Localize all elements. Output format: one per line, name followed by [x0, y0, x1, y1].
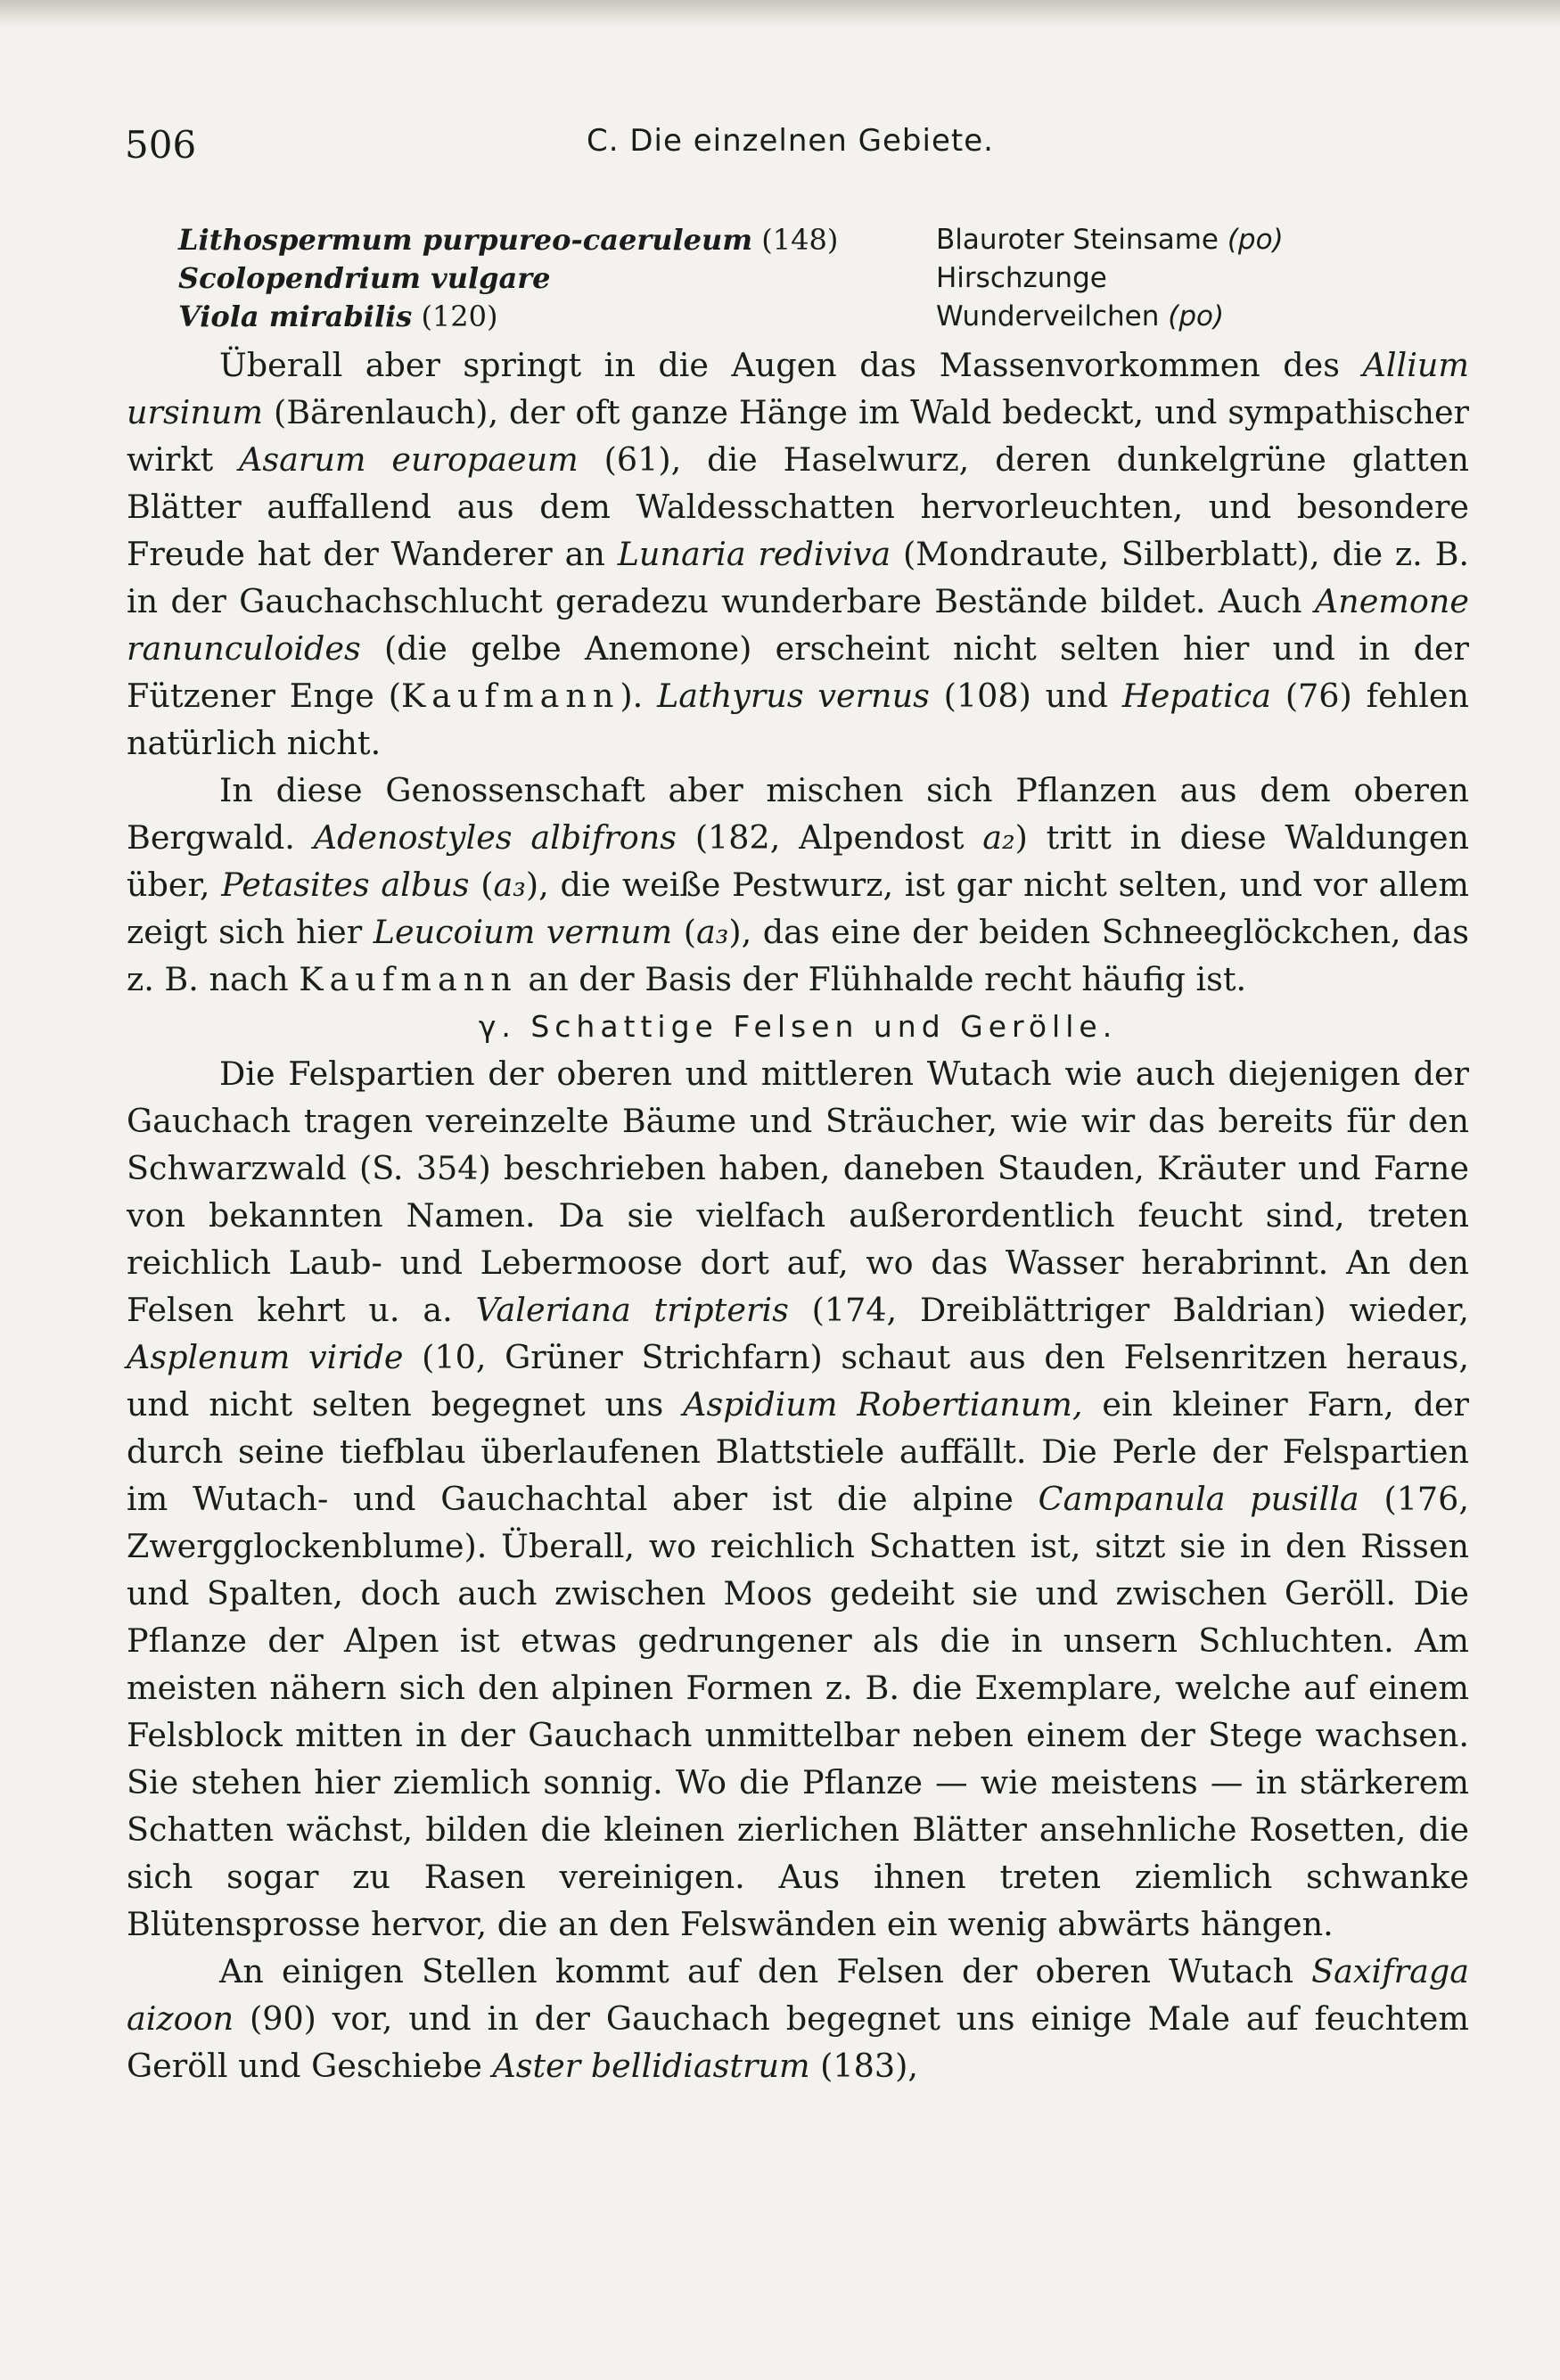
species-row [178, 259, 1453, 298]
species-german: Wunderveilchen (po) [936, 300, 1225, 332]
paragraph-felspartien: Die Felspartien der oberen und mittleren Wutach wie auch diejenigen der Gauchach tragen vereinzelte Bäume und Sträucher, wie wir das bereits für den Schwarzwald (S. 354) beschrieben haben, daneben Stauden, Kräuter und Farne von bekannten Namen. Da sie vielfach außerordentlich feucht sind, treten reichlich Laub- und Lebermoose dort auf, wo das Wasser herabrinnt. An den Felsen kehrt u. a. Valeriana tripteris (174, Dreiblättriger Baldrian) wieder, Asplenum viride (10, Grüner Strichfarn) schaut aus den Felsenritzen heraus, und nicht selten begegnet uns Aspidium Robertianum, ein kleiner Farn, der durch seine tiefblau überlaufenen Blattstiele auffällt. Die Perle der Felspartien im Wutach- und Gauchachtal aber ist die alpine Campanula pusilla (176, Zwergglockenblume). Überall, wo reichlich Schatten ist, sitzt sie in den Rissen und Spalten, doch auch zwischen Moos gedeiht sie und zwischen Geröll. Die Pflanze der Alpen ist etwas gedrungener als die in unsern Schluchten. Am meisten nähern sich den alpinen Formen z. B. die Exemplare, welche auf einem Felsblock mitten in der Gauchach unmittelbar neben einem der Stege wachsen. Sie stehen hier ziemlich sonnig. Wo die Pflanze — wie meistens — in stärkerem Schatten wächst, bilden die kleinen zierlichen Blätter ansehnliche Rosetten, die sich sogar zu Rasen vereinigen. Aus ihnen treten ziemlich schwanke Blütensprosse hervor, die an den Felswänden ein wenig abwärts hängen. [127, 1055, 1470, 1943]
paragraph-allium: Überall aber springt in die Augen das Massenvorkommen des Allium ursinum (Bärenlauch), der oft ganze Hänge im Wald bedeckt, und sympathischer wirkt Asarum europaeum (61), die Haselwurz, deren dunkelgrüne glatten Blätter auffallend aus dem Waldesschatten hervorleuchten, und besondere Freude hat der Wanderer an Lunaria rediviva (Mondraute, Silberblatt), die z. B. in der Gauchachschlucht geradezu wunderbare Bestände bildet. Auch Anemone ranunculoides (die gelbe Anemone) erscheint nicht selten hier und in der Fützener Enge (Kaufmann). Lathyrus vernus (108) und Hepatica (76) fehlen natürlich nicht. [127, 346, 1470, 762]
scan-shadow [0, 0, 1560, 27]
species-row [178, 221, 1453, 259]
paragraph-saxifraga: An einigen Stellen kommt auf den Felsen der oberen Wutach Saxifraga aizoon (90) vor, und in der Gauchach begegnet uns einige Male auf feuchtem Geröll und Geschiebe Aster bellidiastrum (183), [127, 1952, 1469, 2085]
species-german: Hirschzunge [936, 262, 1107, 294]
paragraph-bergwald: In diese Genossenschaft aber mischen sich Pflanzen aus dem oberen Bergwald. Adenostyles albifrons (182, Alpendost a₂) tritt in diese Waldungen über, Petasites albus (a₃), die weiße Pestwurz, ist gar nicht selten, und vor allem zeigt sich hier Leucoium vernum (a₃), das eine der beiden Schneeglöckchen, das z. B. nach Kaufmann an der Basis der Flühhalde recht häufig ist. [127, 771, 1470, 998]
species-latin: Viola mirabilis (120) [178, 300, 498, 333]
species-row [178, 298, 1453, 336]
species-latin: Lithospermum purpureo-caeruleum (148) [178, 223, 839, 257]
page-number: 506 [125, 123, 197, 167]
species-german: Blauroter Steinsame (po) [936, 224, 1284, 256]
section-heading: γ. Schattige Felsen und Gerölle. [478, 1009, 1118, 1044]
page-header [0, 123, 1560, 185]
body-text [127, 341, 1469, 2089]
running-head: C. Die einzelnen Gebiete. [587, 123, 994, 159]
species-latin: Scolopendrium vulgare [178, 261, 551, 295]
species-list [178, 221, 1453, 336]
